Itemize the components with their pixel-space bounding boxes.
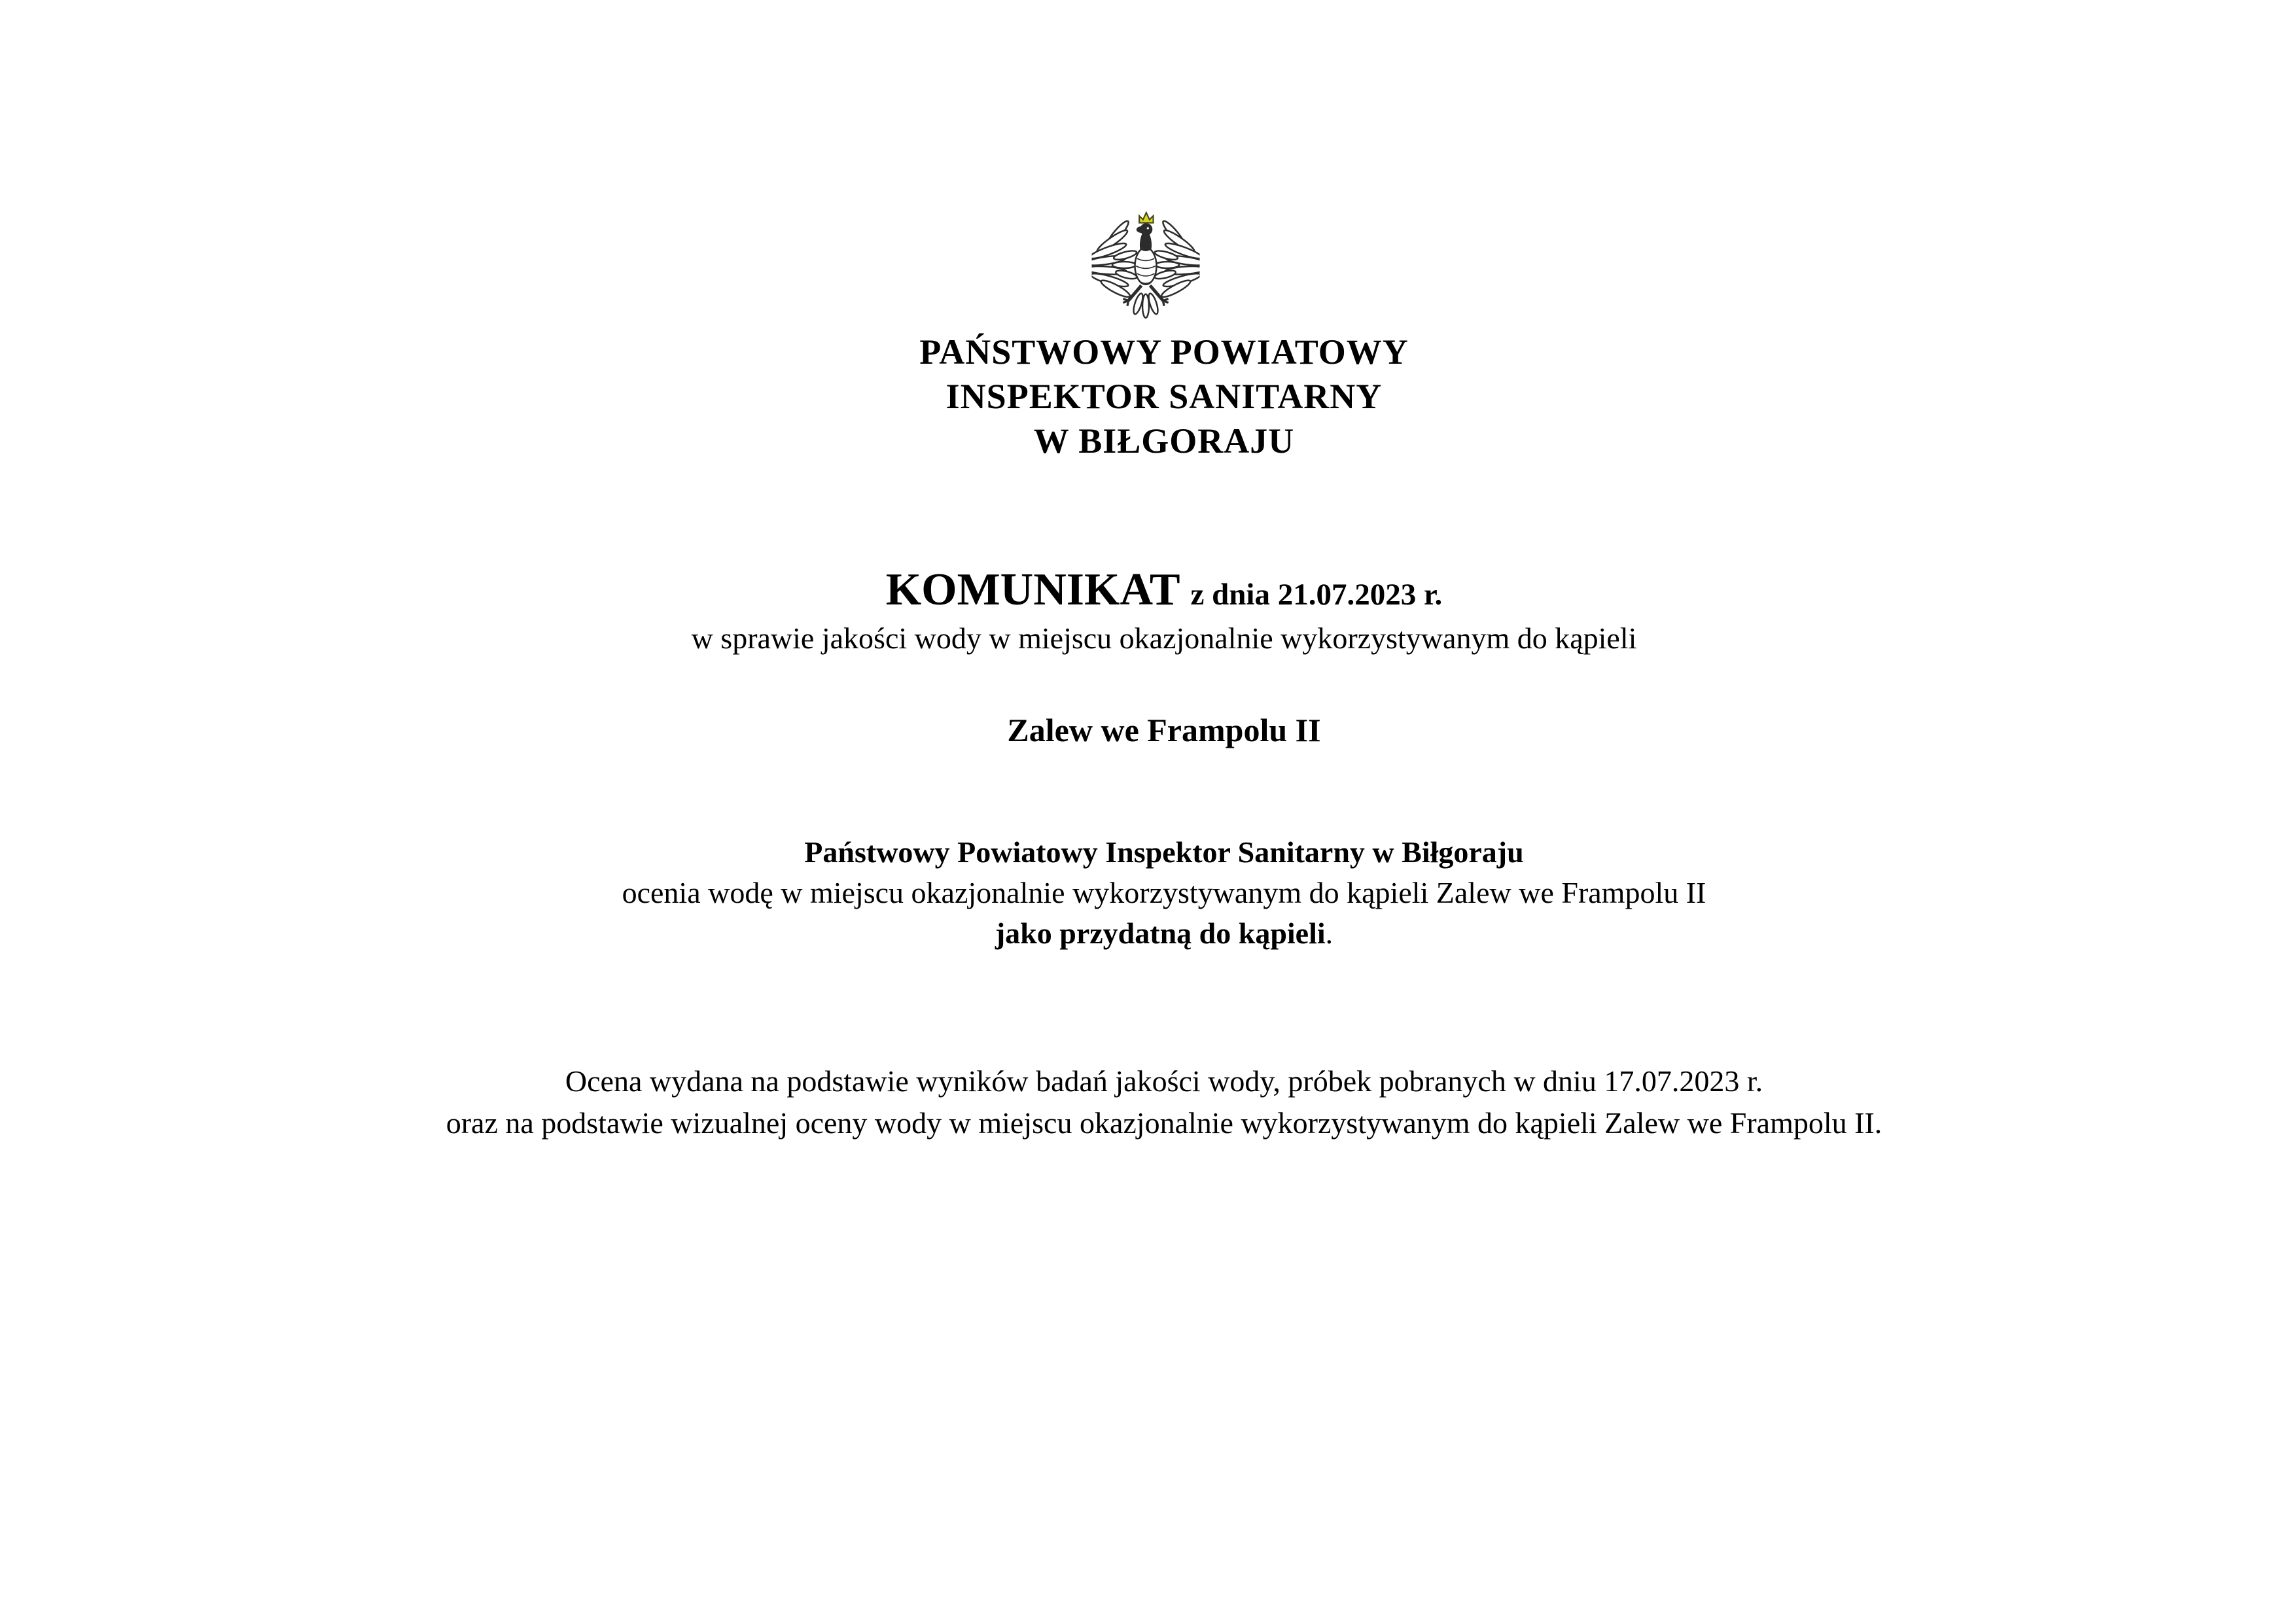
basis-line-2: oraz na podstawie wizualnej oceny wody w miejscu okazjonalnie wykorzystywanym do kąpieli Zalew we Frampolu II. — [446, 1106, 1882, 1140]
document-content — [196, 0, 2132, 1623]
basis-line-1: Ocena wydana na podstawie wyników badań jakości wody, próbek pobranych w dniu 17.07.2023 r. — [565, 1064, 1763, 1098]
title-main: KOMUNIKAT — [885, 565, 1180, 615]
subject-line: w sprawie jakości wody w miejscu okazjonalnie wykorzystywanym do kąpieli — [691, 621, 1637, 655]
issuer-line-1: PAŃSTWOWY POWIATOWY — [919, 332, 1409, 372]
polish-eagle-icon — [1092, 204, 1200, 326]
assessment-block — [196, 832, 2132, 954]
issuer-line-3: W BIŁGORAJU — [1033, 421, 1295, 461]
communique-title — [196, 563, 2132, 629]
verdict-text: jako przydatną do kąpieli — [995, 916, 1326, 950]
issuer-header — [196, 330, 2132, 463]
assessment-issuer: Państwowy Powiatowy Inspektor Sanitarny w Biłgoraju — [804, 835, 1524, 869]
verdict-period: . — [1325, 916, 1333, 950]
crown-shape — [1139, 213, 1153, 223]
assessment-subject: ocenia wodę w miejscu okazjonalnie wykorzystywanym do kąpieli Zalew we Frampolu II — [622, 876, 1706, 909]
assessment-verdict — [196, 913, 2132, 954]
polish-eagle-emblem — [1092, 204, 1200, 326]
bathing-site-name: Zalew we Frampolu II — [1007, 712, 1321, 748]
basis-block — [196, 1060, 2132, 1144]
issuer-line-2: INSPEKTOR SANITARNY — [945, 377, 1383, 416]
title-date: z dnia 21.07.2023 r. — [1190, 578, 1443, 612]
